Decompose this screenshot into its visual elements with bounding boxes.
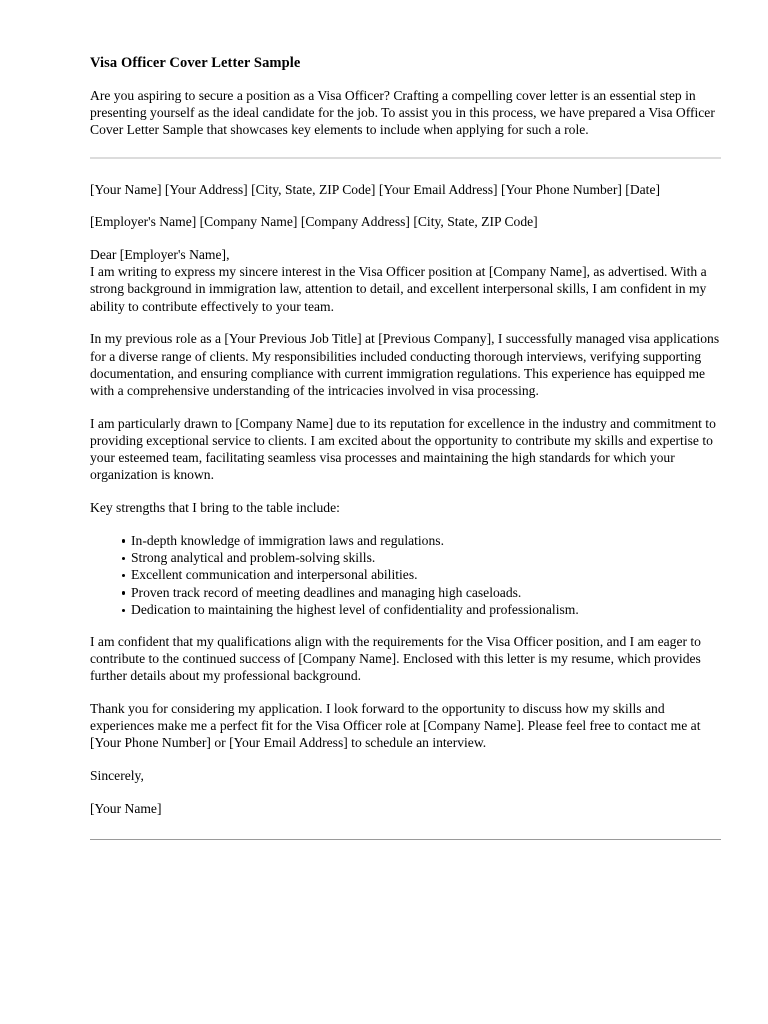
bullet-icon xyxy=(122,591,125,594)
bullet-icon xyxy=(122,557,125,560)
list-item xyxy=(122,532,721,549)
strengths-intro: Key strengths that I bring to the table include: xyxy=(90,499,340,515)
signature-name: [Your Name] xyxy=(90,800,162,816)
body-paragraph-3: I am particularly drawn to [Company Name] due to its reputation for excellence in the industry and commitment to providing exceptional service to clients. I am excited about the opportunity to contribute my skills and expertise to your esteemed team, facilitating seamless visa processes and maintaining the high standards for which your organization is known. xyxy=(90,415,716,483)
list-item-label: In-depth knowledge of immigration laws and regulations. xyxy=(131,532,444,548)
page-title: Visa Officer Cover Letter Sample xyxy=(90,55,301,71)
closing-salutation: Sincerely, xyxy=(90,767,144,783)
body-paragraph-5: Thank you for considering my application. I look forward to the opportunity to discuss how my skills and experiences make me a perfect fit for the Visa Officer role at [Company Name]. Please feel free to contact me at [Your Phone Number] or [Your Email Address] to schedule an interview. xyxy=(90,700,701,751)
document-content xyxy=(90,55,721,840)
list-item xyxy=(122,601,721,618)
divider-bottom xyxy=(90,839,721,840)
recipient-address-block: [Employer's Name] [Company Name] [Company Address] [City, State, ZIP Code] xyxy=(90,214,538,230)
list-item-label: Dedication to maintaining the highest level of confidentiality and professionalism. xyxy=(131,602,579,618)
body-paragraph-4: I am confident that my qualifications align with the requirements for the Visa Officer position, and I am eager to contribute to the continued success of [Company Name]. Enclosed with this letter is my resume, which provides further details about my professional background. xyxy=(90,633,701,684)
divider-top xyxy=(90,157,721,159)
list-item-label: Excellent communication and interpersonal abilities. xyxy=(131,567,418,583)
strengths-list xyxy=(90,532,721,619)
bullet-icon xyxy=(122,609,125,612)
bullet-icon xyxy=(122,574,125,577)
list-item xyxy=(122,566,721,583)
list-item-label: Proven track record of meeting deadlines and managing high caseloads. xyxy=(131,584,522,600)
address-block xyxy=(90,181,721,264)
sender-address-block: [Your Name] [Your Address] [City, State, ZIP Code] [Your Email Address] [Your Phone Number] [Date] xyxy=(90,181,661,197)
body-paragraph-1: I am writing to express my sincere interest in the Visa Officer position at [Company Name], as advertised. With a strong background in immigration law, attention to detail, and excellent interpersonal skills, I am confident in my ability to contribute effectively to your team. xyxy=(90,264,707,314)
bullet-icon xyxy=(122,539,125,542)
list-item xyxy=(122,584,721,601)
list-item-label: Strong analytical and problem-solving skills. xyxy=(131,550,376,566)
body-paragraph-2: In my previous role as a [Your Previous Job Title] at [Previous Company], I successfully managed visa applications for a diverse range of clients. My responsibilities included conducting thorough interviews, verifying supporting documentation, and ensuring compliance with current immigration regulations. This experience has equipped me with a comprehensive understanding of the intricacies involved in visa processing. xyxy=(90,331,720,398)
intro-paragraph: Are you aspiring to secure a position as a Visa Officer? Crafting a compelling cover letter is an essential step in presenting yourself as the ideal candidate for the job. To assist you in this process, we have prepared a Visa Officer Cover Letter Sample that showcases key elements to include when applying for such a role. xyxy=(90,88,715,138)
list-item xyxy=(122,549,721,566)
salutation: Dear [Employer's Name], xyxy=(90,247,230,263)
